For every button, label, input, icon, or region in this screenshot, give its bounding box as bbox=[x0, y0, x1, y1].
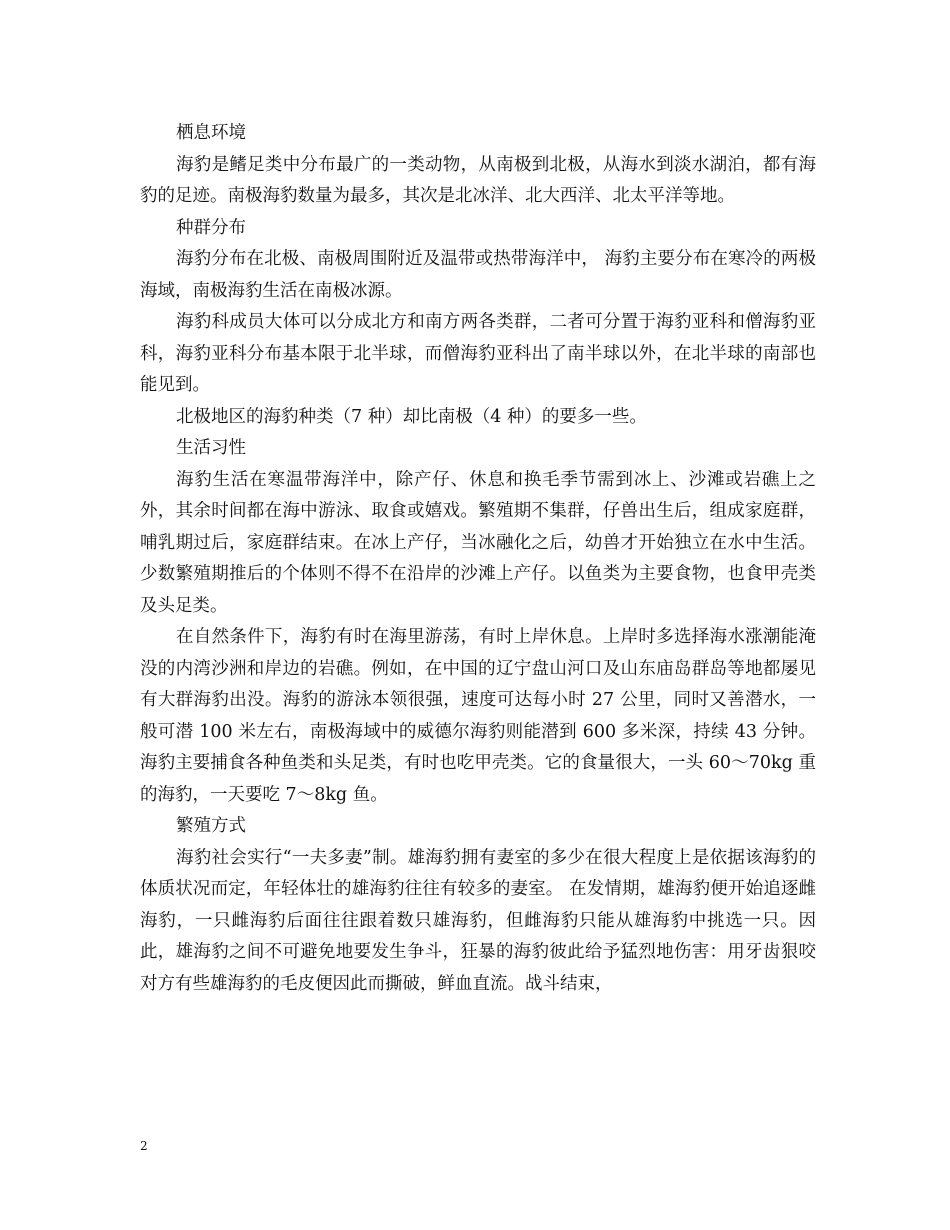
paragraph: 海豹分布在北极、南极周围附近及温带或热带海洋中， 海豹主要分布在寒冷的两极海域，南极海豹生活在南极冰源。 bbox=[140, 249, 816, 301]
section-heading-reproduction: 繁殖方式 bbox=[176, 816, 246, 836]
paragraph: 北极地区的海豹种类（7 种）却比南极（4 种）的要多一些。 bbox=[176, 406, 647, 427]
section-heading-habitat: 栖息环境 bbox=[176, 123, 246, 143]
paragraph: 海豹科成员大体可以分成北方和南方两各类群，二者可分置于海豹亚科和僧海豹亚科，海豹亚科分布基本限于北半球，而僧海豹亚科出了南半球以外，在北半球的南部也能见到。 bbox=[140, 312, 816, 395]
paragraph: 海豹社会实行“一夫多妻”制。雄海豹拥有妻室的多少在很大程度上是依据该海豹的体质状况而定，年轻体壮的雄海豹往往有较多的妻室。 在发情期，雄海豹便开始追逐雌海豹，一只雌海豹后面往往跟着数只雄海豹，但雌海豹只能从雄海豹中挑选一只。因此，雄海豹之间不可避免地要发生争斗，狂暴的海豹彼此给予猛烈地伤害：用牙齿狠咬对方有些雄海豹的毛皮便因此而撕破，鲜血直流。战斗结束， bbox=[140, 847, 816, 994]
section-heading-distribution: 种群分布 bbox=[176, 217, 246, 238]
page-number: 2 bbox=[140, 1139, 148, 1153]
paragraph: 海豹是鳍足类中分布最广的一类动物，从南极到北极，从海水到淡水湖泊，都有海豹的足迹。南极海豹数量为最多，其次是北冰洋、北大西洋、北太平洋等地。 bbox=[140, 154, 816, 206]
paragraph: 在自然条件下，海豹有时在海里游荡，有时上岸休息。上岸时多选择海水涨潮能淹没的内湾沙洲和岸边的岩礁。例如，在中国的辽宁盘山河口及山东庙岛群岛等地都屡见有大群海豹出没。海豹的游泳本领很强，速度可达每小时 27 公里，同时又善潜水，一般可潜 100 米左右，南极海域中的威德尔海豹则能潜到 600 多米深，持续 43 分钟。海豹主要捕食各种鱼类和头足类，有时也吃甲壳类。它的食量很大，一头 60～70kg 重的海豹，一天要吃 7～8kg 鱼。 bbox=[140, 627, 816, 805]
section-heading-habits: 生活习性 bbox=[176, 438, 246, 458]
paragraph: 海豹生活在寒温带海洋中，除产仔、休息和换毛季节需到冰上、沙滩或岩礁上之外，其余时间都在海中游泳、取食或嬉戏。繁殖期不集群，仔兽出生后，组成家庭群，哺乳期过后，家庭群结束。在冰上产仔，当冰融化之后，幼兽才开始独立在水中生活。少数繁殖期推后的个体则不得不在沿岸的沙滩上产仔。以鱼类为主要食物，也食甲壳类及头足类。 bbox=[140, 469, 816, 616]
page-content bbox=[140, 118, 816, 1000]
